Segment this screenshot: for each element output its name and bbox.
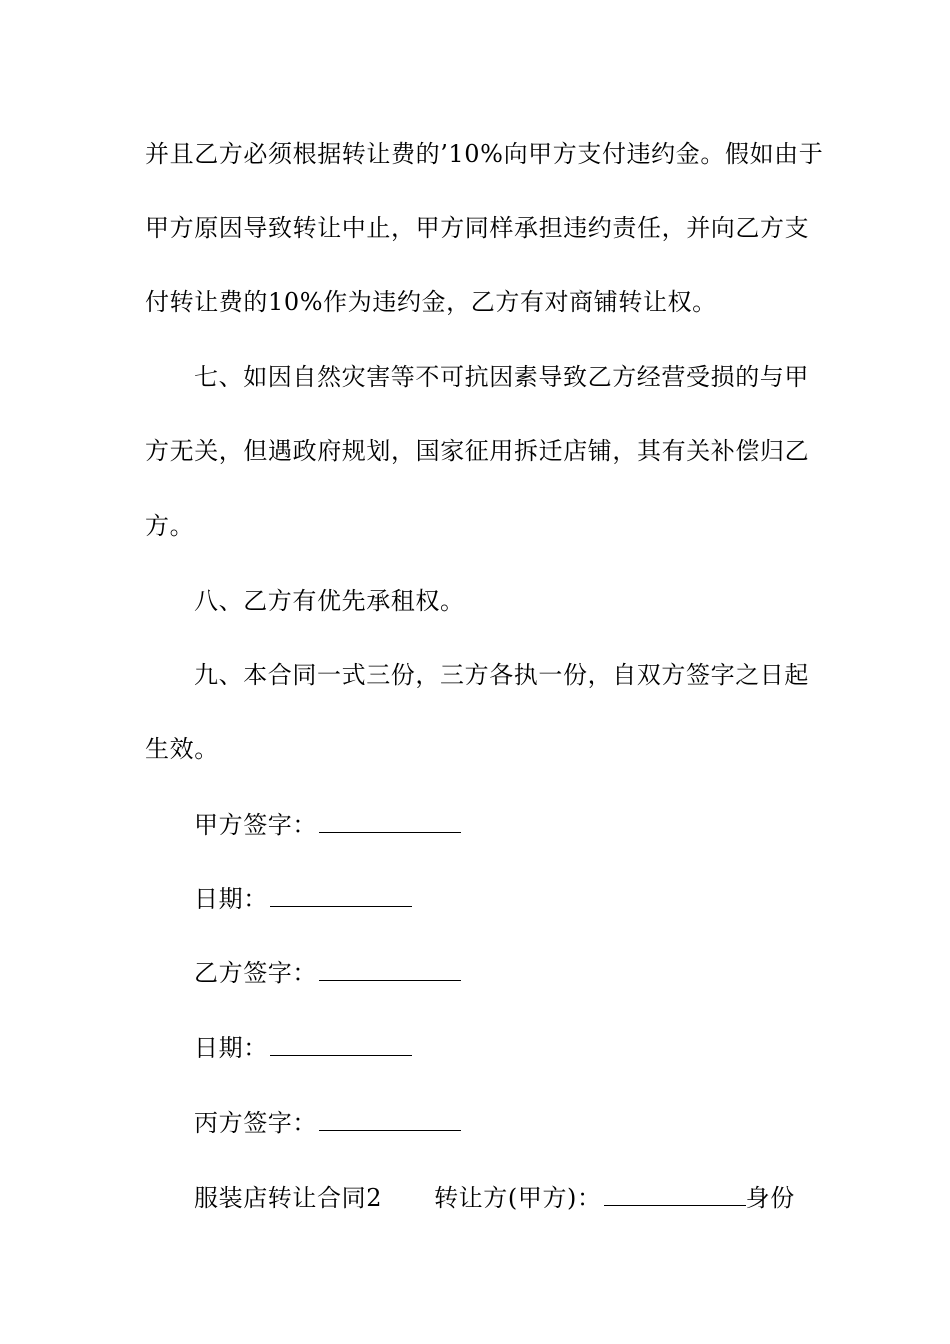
date-2-label: 日期： <box>194 1034 268 1062</box>
party-a-signature-row <box>194 810 805 840</box>
clause-7-line-1: 七、如因自然灾害等不可抗因素导致乙方经营受损的与甲 <box>194 363 809 391</box>
party-b-signature-row <box>194 958 805 988</box>
date-2-row <box>194 1033 805 1063</box>
date-1-blank[interactable] <box>270 884 412 907</box>
date-1-row <box>194 884 805 914</box>
party-c-signature-label: 丙方签字： <box>194 1109 317 1137</box>
party-a-signature-blank[interactable] <box>319 810 461 833</box>
next-contract-title: 服装店转让合同2 <box>194 1184 383 1212</box>
clause-9-line-1: 九、本合同一式三份，三方各执一份，自双方签字之日起 <box>194 661 809 689</box>
next-contract-heading-row <box>194 1183 805 1213</box>
date-2-blank[interactable] <box>270 1033 412 1056</box>
party-b-signature-label: 乙方签字： <box>194 959 317 987</box>
clause-6-line-3: 付转让费的10%作为违约金，乙方有对商铺转让权。 <box>145 288 717 316</box>
date-1-label: 日期： <box>194 885 268 913</box>
clause-8-line-1: 八、乙方有优先承租权。 <box>194 587 465 615</box>
clause-9-line-2: 生效。 <box>145 735 219 763</box>
transferor-label: 转让方(甲方)： <box>434 1184 602 1212</box>
party-c-signature-row <box>194 1108 805 1138</box>
clause-6-line-2: 甲方原因导致转让中止，甲方同样承担违约责任，并向乙方支 <box>145 214 810 242</box>
party-c-signature-blank[interactable] <box>319 1108 461 1131</box>
transferor-blank[interactable] <box>604 1183 746 1206</box>
clause-7-line-3: 方。 <box>145 512 195 540</box>
party-b-signature-blank[interactable] <box>319 958 461 981</box>
party-a-signature-label: 甲方签字： <box>194 811 317 839</box>
clause-6-line-1: 并且乙方必须根据转让费的’10%向甲方支付违约金。假如由于 <box>145 140 824 168</box>
clause-7-line-2: 方无关，但遇政府规划，国家征用拆迁店铺，其有关补偿归乙 <box>145 437 810 465</box>
id-label: 身份 <box>745 1184 795 1212</box>
